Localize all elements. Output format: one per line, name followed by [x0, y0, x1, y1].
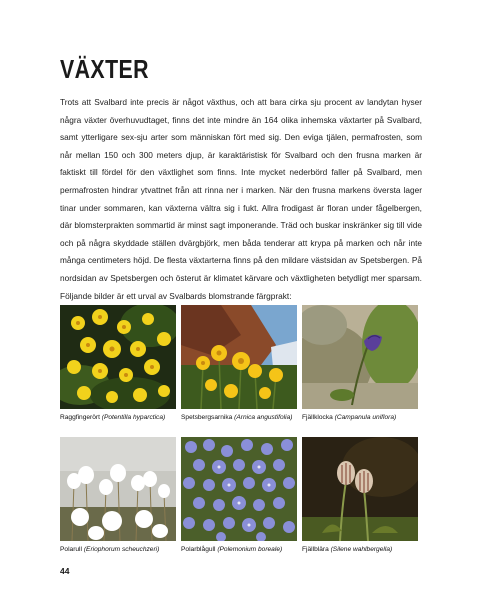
caption-scientific: (Polemonium boreale) [217, 546, 283, 553]
photo-card [181, 437, 297, 569]
photo-polarblagull [181, 437, 297, 541]
photo-card [60, 437, 176, 569]
caption-common: Fjällklocka [302, 414, 333, 421]
caption-common: Fjällblära [302, 546, 329, 553]
page-number: 44 [60, 566, 70, 576]
page-title: VÄXTER [60, 54, 149, 84]
photo-card [302, 437, 418, 569]
photo-caption [302, 545, 418, 569]
caption-scientific: (Arnica angustifolia) [234, 414, 293, 421]
photo-caption [181, 413, 297, 437]
caption-scientific: (Campanula uniflora) [334, 414, 397, 421]
photo-fjallblara [302, 437, 418, 541]
photo-card [181, 305, 297, 437]
photo-card [60, 305, 176, 437]
photo-caption [60, 413, 176, 437]
body-paragraph: Trots att Svalbard inte precis är något växthus, och att bara cirka sju procent av landytan hyser några växter överhuvudtaget, finns det inte mindre än 164 olika inhemska växtarter på Svalbard, samt ytterligare sex-sju arter som människan fört med sig. Den eviga tjälen, permafrosten, som når mellan 150 och 300 meters djup, är karaktäristisk för Svalbard och den frusna marken är faktiskt till fördel för den växtlighet som finns. Inte mycket nederbörd faller på Svalbard, men permafrosten hindrar ytvattnet från att rinna ner i marken. När den frusna markens översta lager tinar under sommaren, kan växterna vältra sig i fukt. Allra frodigast är floran under fågelbergen, där blomsterprakten sommartid är minst sagt imponerande. Träd och buskar inskränker sig till vide och på några skyddade ställen dvärgbjörk, men båda tenderar att krypa på marken och når inte många centimeters höjd. De flesta växtarterna finns på den mildare västsidan av Spetsbergen. På nordsidan av Spetsbergen och österut är klimatet kärvare och växtligheten betydligt mer sparsam. Följande bilder är ett urval av Svalbards blomstrande färgprakt: [60, 97, 422, 301]
photo-card [302, 305, 418, 437]
photo-polarull [60, 437, 176, 541]
photo-spetsbergsarnika [181, 305, 297, 409]
caption-scientific: (Potentilla hyparctica) [101, 414, 166, 421]
photo-caption [181, 545, 297, 569]
caption-common: Polarull [60, 546, 82, 553]
caption-common: Spetsbergsarnika [181, 414, 233, 421]
caption-common: Polarblågull [181, 546, 216, 553]
caption-scientific: (Silene wahlbergella) [330, 546, 393, 553]
photo-fjallklocka [302, 305, 418, 409]
photo-caption [302, 413, 418, 437]
photo-grid [60, 305, 418, 569]
caption-scientific: (Eriophorum scheuchzeri) [83, 546, 160, 553]
photo-caption [60, 545, 176, 569]
caption-common: Raggfingerört [60, 414, 100, 421]
photo-raggfingerort [60, 305, 176, 409]
